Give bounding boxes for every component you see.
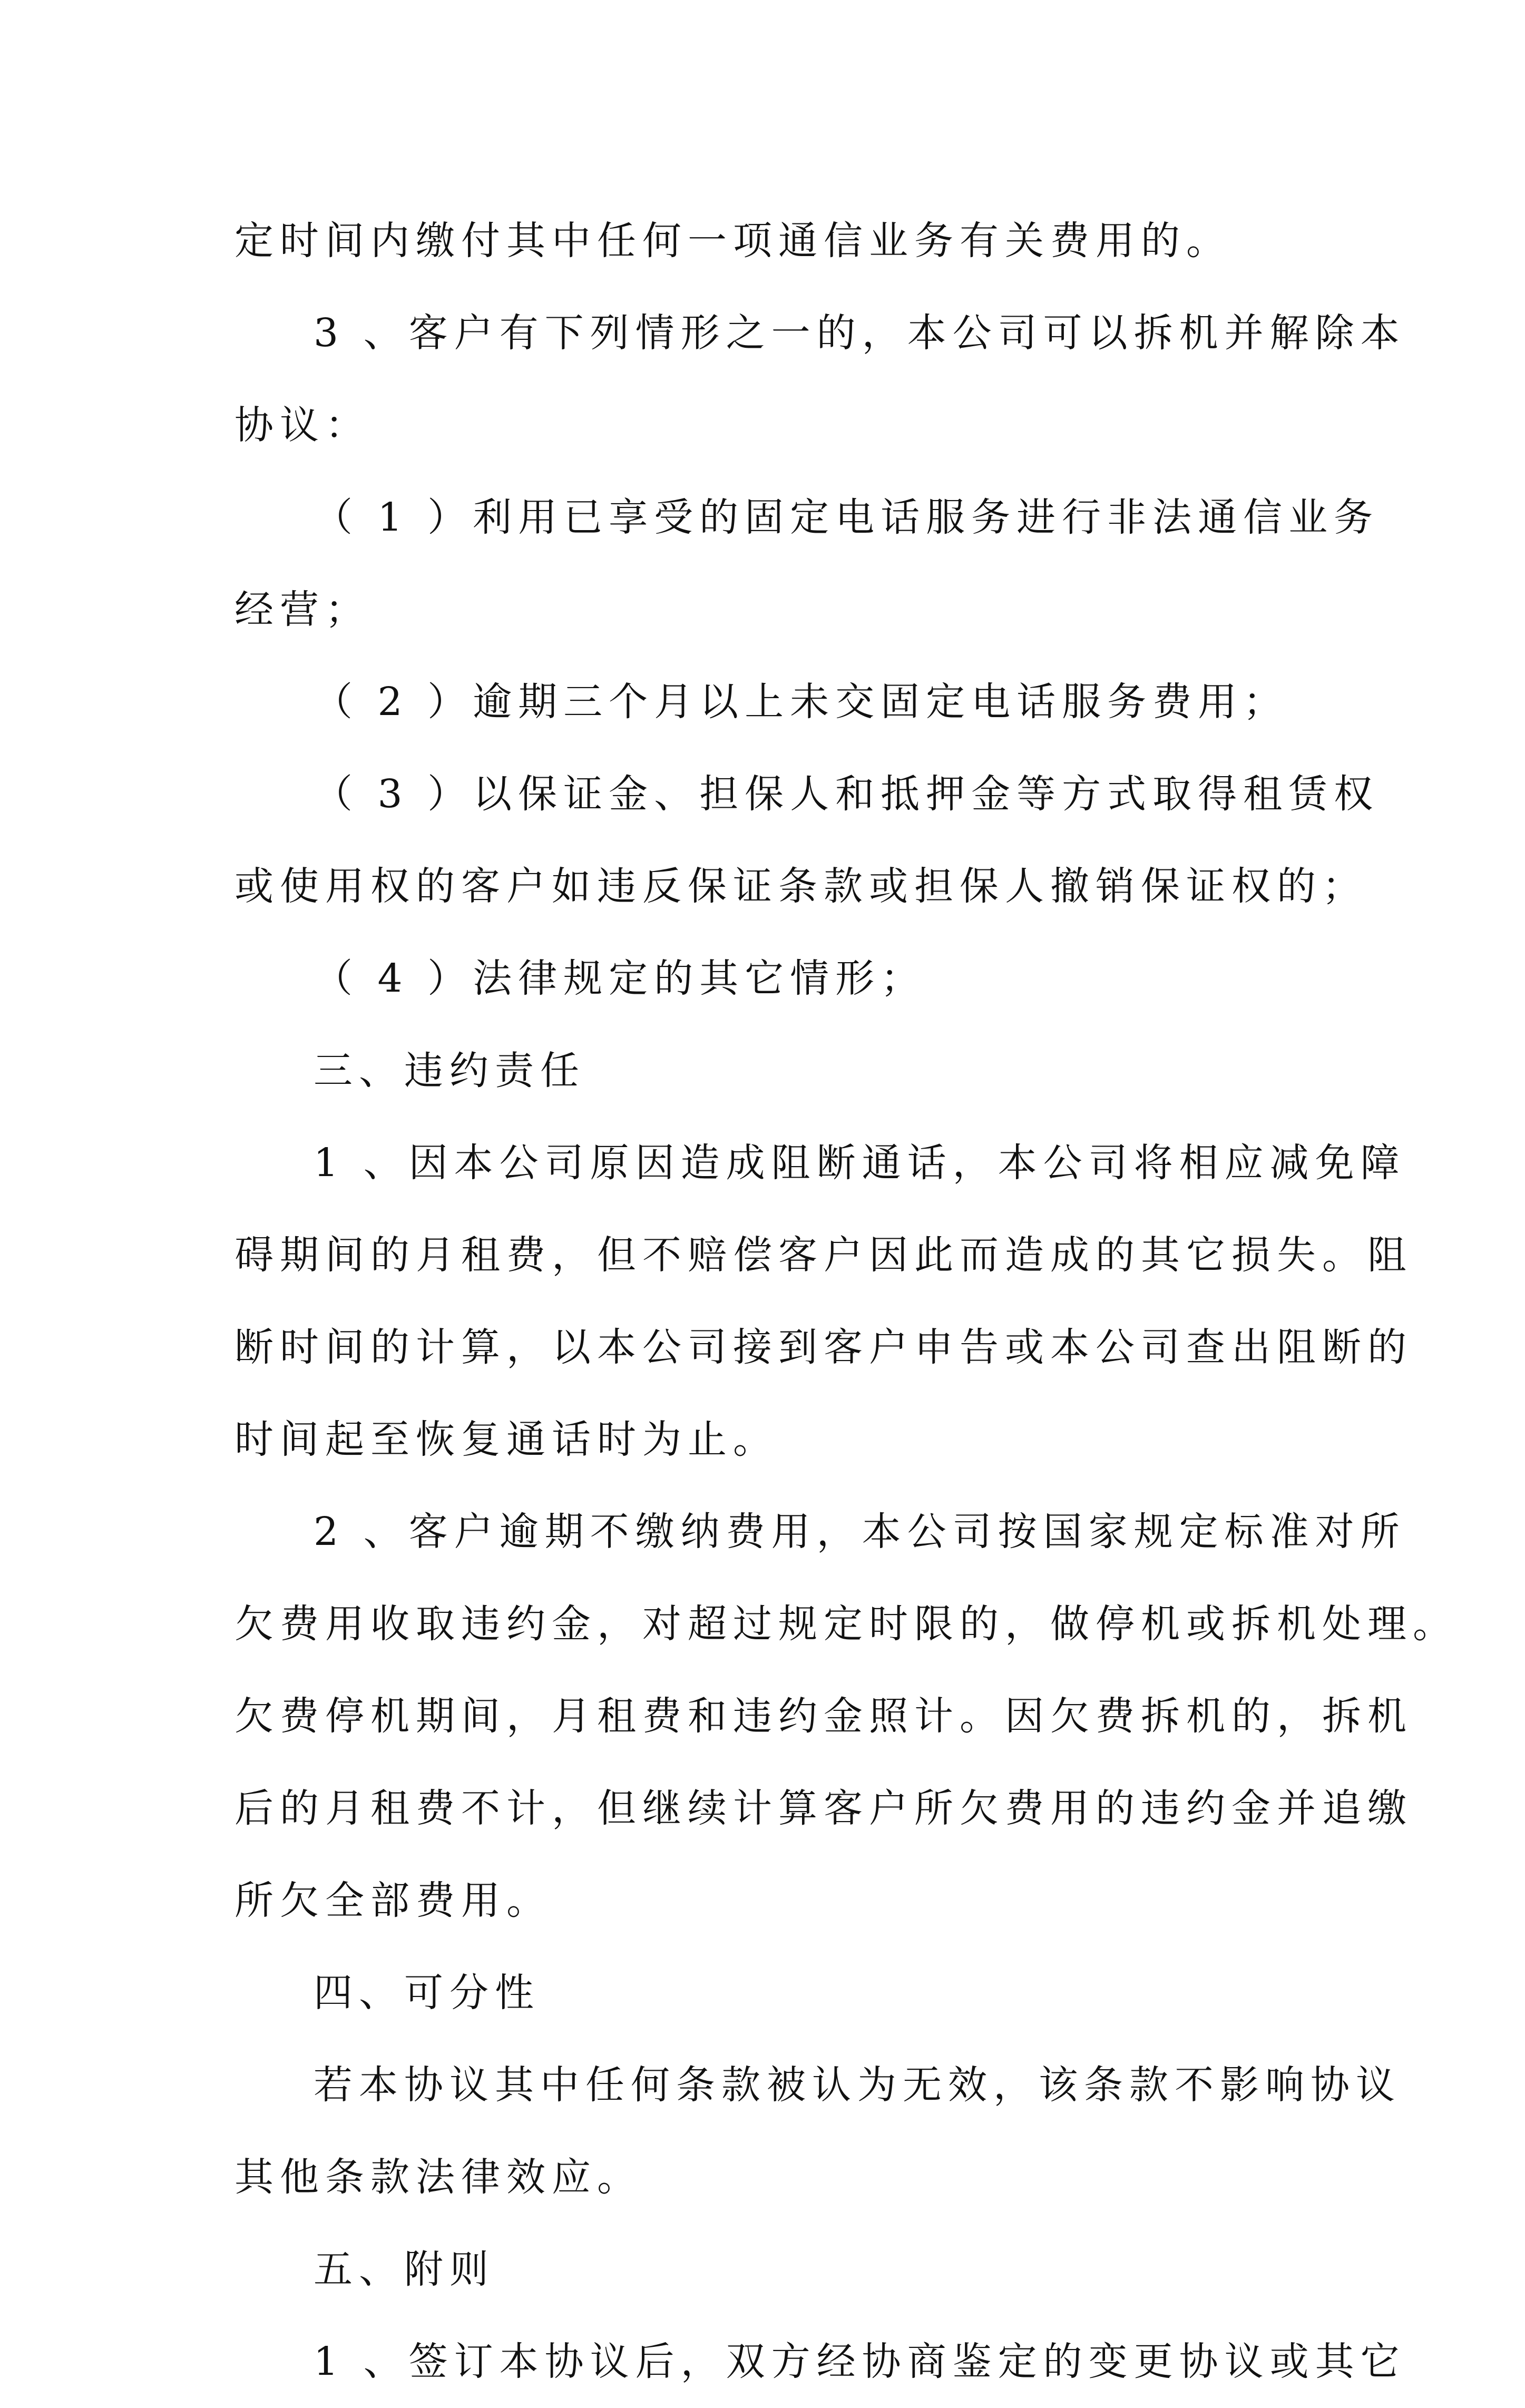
text-line: 经营； [234, 587, 370, 632]
text-line: 后的月租费不计，但继续计算客户所欠费用的违约金并追缴 [234, 1786, 1413, 1831]
text-line: 其他条款法律效应。 [234, 2155, 642, 2200]
text-line: 欠费停机期间，月租费和违约金照计。因欠费拆机的，拆机 [234, 1694, 1413, 1739]
text-line: 所欠全部费用。 [234, 1878, 552, 1923]
text-line: 碍期间的月租费，但不赔偿客户因此而造成的其它损失。阻 [234, 1232, 1413, 1278]
text-line: （ 1 ）利用已享受的固定电话服务进行非法通信业务 [314, 495, 1380, 540]
text-line: 或使用权的客户如违反保证条款或担保人撤销保证权的； [234, 864, 1367, 909]
text-line: 协议： [234, 403, 370, 448]
text-line: 断时间的计算，以本公司接到客户申告或本公司查出阻断的 [234, 1325, 1413, 1370]
section-heading: 五、附则 [314, 2247, 495, 2292]
text-line: 2 、客户逾期不缴纳费用，本公司按国家规定标准对所 [314, 1509, 1406, 1554]
text-line: （ 2 ）逾期三个月以上未交固定电话服务费用； [314, 679, 1289, 725]
text-line: 1 、签订本协议后，双方经协商鉴定的变更协议或其它 [314, 2339, 1406, 2384]
text-line: 1 、因本公司原因造成阻断通话，本公司将相应减免障 [314, 1140, 1406, 1186]
text-line: （ 4 ）法律规定的其它情形； [314, 956, 926, 1001]
text-line: 3 、客户有下列情形之一的，本公司可以拆机并解除本 [314, 310, 1406, 356]
text-line: 欠费用收取违约金，对超过规定时限的，做停机或拆机处理。 [234, 1601, 1458, 1647]
section-heading: 四、可分性 [314, 1970, 540, 2015]
text-line: 定时间内缴付其中任何一项通信业务有关费用的。 [234, 218, 1231, 263]
document-body [234, 195, 1458, 2408]
text-line: 时间起至恢复通话时为止。 [234, 1417, 778, 1462]
section-heading: 三、违约责任 [314, 1048, 585, 1093]
text-line: 若本协议其中任何条款被认为无效，该条款不影响协议 [314, 2062, 1401, 2108]
text-line: （ 3 ）以保证金、担保人和抵押金等方式取得租赁权 [314, 771, 1380, 817]
